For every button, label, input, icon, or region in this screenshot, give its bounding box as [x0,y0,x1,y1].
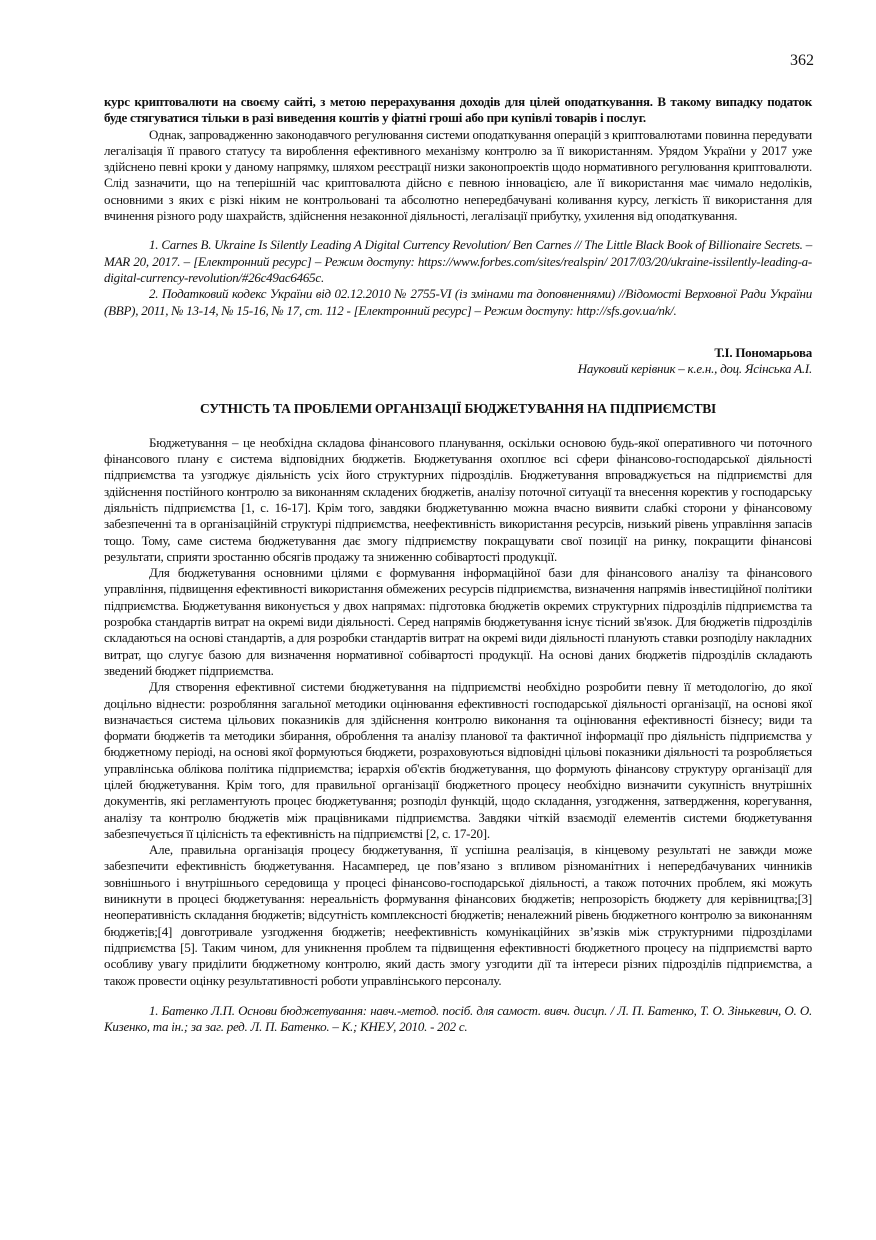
article-title: СУТНІСТЬ ТА ПРОБЛЕМИ ОРГАНІЗАЦІЇ БЮДЖЕТУВАННЯ НА ПІДПРИЄМСТВІ [199,401,717,417]
intro-paragraph: Однак, запровадженню законодавчого регулювання системи оподаткування операцій з криптовалютами повинна передувати легалізація її правого статусу та вироблення ефективного механізму контролю за її використанням. Урядом України у 2017 уже здійснено певні кроки у даному напрямку, шляхом реєстрації низки законопроектів щодо нормативного регулювання криптовалюти. Слід зазначити, що на теперішній час криптовалюта дійсно є певною інновацією, але її використання має чимало недоліків, основними з яких є різкі ніким не контрольовані та абсолютно непередбачувані коливання курсу, легкість її використання для вчинення різного роду шахрайств, здійснення незаконної діяльності, легалізації прибутку, ухилення від оподаткування. [104,126,812,224]
intro-bold-text: курс криптовалюти на своєму сайті, з метою перерахування доходів для цілей оподаткування. В такому випадку податок буде стягуватися тільки в разі виведення коштів у фіатні гроші або при купівлі товарів і послуг. [104,94,812,126]
page-number: 362 [790,52,814,69]
body-paragraph: Для створення ефективної системи бюджетування на підприємстві необхідно розробити певну її методологію, до якої доцільно віднести: розробляння загальної методики оцінювання ефективності господарської діяльності організації, на основі якої визначається система цільових показників для здійснення контролю виконання та оцінювання ефективності бізнесу; види та формати бюджетів та методики збирання, оброблення та аналізу планової та фактичної інформації про діяльність підприємства у бюджетному періоді, на основі якої формуються бюджети, розраховуються відповідні цільові показники діяльності та розробляється управлінська облікова політика підприємства; ієрархія об'єктів бюджетування, що формують фінансову структуру організації для цілей бюджетування. Крім того, для правильної організації бюджетного процесу необхідно визначити сукупність внутрішніх документів, які регламентують процес бюджетування; розподіл функцій, щодо складання, узгодження, затвердження, корегування, аналізу та контролю бюджетів між працівниками підприємства. Завдяки чіткій взаємодії елементів системи бюджетування забезпечується її цілісність та ефективність на підприємстві [2, с. 17-20]. [104,679,812,841]
body-paragraph: Але, правильна організація процесу бюджетування, її успішна реалізація, в кінцевому результаті не завжди може забезпечити ефективність бюджетування. Насамперед, це пов’язано з впливом різноманітних і непередбачуваних чинників зовнішнього і внутрішнього середовища у процесі фінансово-господарської діяльності, а також поточних проблем, які можуть виникнути в процесі бюджетування: нереальність формування фінансових бюджетів; непрозорість бюджету для керівництва;[3] неоперативність складання бюджетів; відсутність комплексності бюджетів; неналежний рівень бюджетного контролю за виконанням бюджетів;[4] довготривале узгодження бюджетів; неефективність комунікаційних зв’язків між структурними підрозділами підприємства [5]. Таким чином, для уникнення проблем та підвищення ефективності бюджетного процесу на підприємстві варто особливу увагу приділити бюджетному контролю, який дасть змогу узгодити дії та інтереси різних підрозділів підприємства, а також провести оцінку результативності роботи управлінського персоналу. [104,842,812,988]
scientific-advisor: Науковий керівник – к.е.н., доц. Ясінська А.І. [577,361,812,377]
author-name: Т.І. Пономарьова [714,344,812,360]
body-paragraph: Для бюджетування основними цілями є формування інформаційної бази для фінансового аналізу та фінансового управління, підвищення ефективності використання обмежених ресурсів підприємства, визначення напрямів інвестиційної політики підприємства. Бюджетування виконується у двох напрямах: підготовка бюджетів окремих структурних підрозділів підприємства та розробка стандартів витрат на окремі види діяльності. Серед напрямів бюджетування існує тісний зв'язок. Для бюджетів підрозділів складаються на основі стандартів, а для розробки стандартів витрат на окремі види діяльності планують ставки розподілу накладних витрат, що слугує базою для визначення нормативної собівартості продукції. На основі даних бюджетів підрозділів складають зведений бюджет підприємства. [104,565,812,678]
references-list-2 [104,1003,812,1036]
body-paragraph: Бюджетування – це необхідна складова фінансового планування, оскільки основою будь-якої оперативного чи поточного фінансового плану є система відповідних бюджетів. Бюджетування охоплює всі сфери фінансово-господарської діяльності підприємства та узгоджує діяльність усіх його структурних підрозділів. Бюджетування впроваджується на підприємстві для здійснення постійного контролю за виконанням складених бюджетів, аналізу поточної ситуації та внесення коректив у господарську діяльність підприємства [1, с. 16-17]. Крім того, завдяки бюджетуванню можна вчасно виявити слабкі сторони у фінансовому забезпеченні та в організаційній структурі підприємства, неефективність використання ресурсів, низький рівень управління запасів тощо. Тому, саме система бюджетування дає змогу підприємству покращувати свої позиції на ринку, покращити фінансові результати, сприяти зростанню обсягів продажу та зниженню собівартості продукції. [104,434,812,564]
document-body [104,94,812,1035]
reference-item: 1. Carnes B. Ukraine Is Silently Leading A Digital Currency Revolution/ Ben Carnes // The Little Black Book of Billionaire Secrets. – MAR 20, 2017. – [Електронний ресурс] – Режим доступу: https://www.forbes.com/sites/realspin/ 2017/03/20/ukraine-issilently-leading-a-digital-currency-revolution/#26c49ac6465c. [104,237,812,285]
reference-item: 2. Податковий кодекс України від 02.12.2010 № 2755-VI (із змінами та доповненнями) //Відомості Верховної Ради України (ВВР), 2011, № 13-14, № 15-16, № 17, ст. 112 - [Електронний ресурс] – Режим доступу: http://sfs.gov.ua/nk/. [104,286,812,318]
reference-item: 1. Батенко Л.П. Основи бюджетування: навч.-метод. посіб. для самост. вивч. дисцп. / Л. П. Батенко, Т. О. Зінькевич, О. О. Кизенко, та ін.; за заг. ред. Л. П. Батенко. – К.; КНЕУ, 2010. - 202 с. [104,1002,812,1035]
references-list-1 [104,237,812,318]
